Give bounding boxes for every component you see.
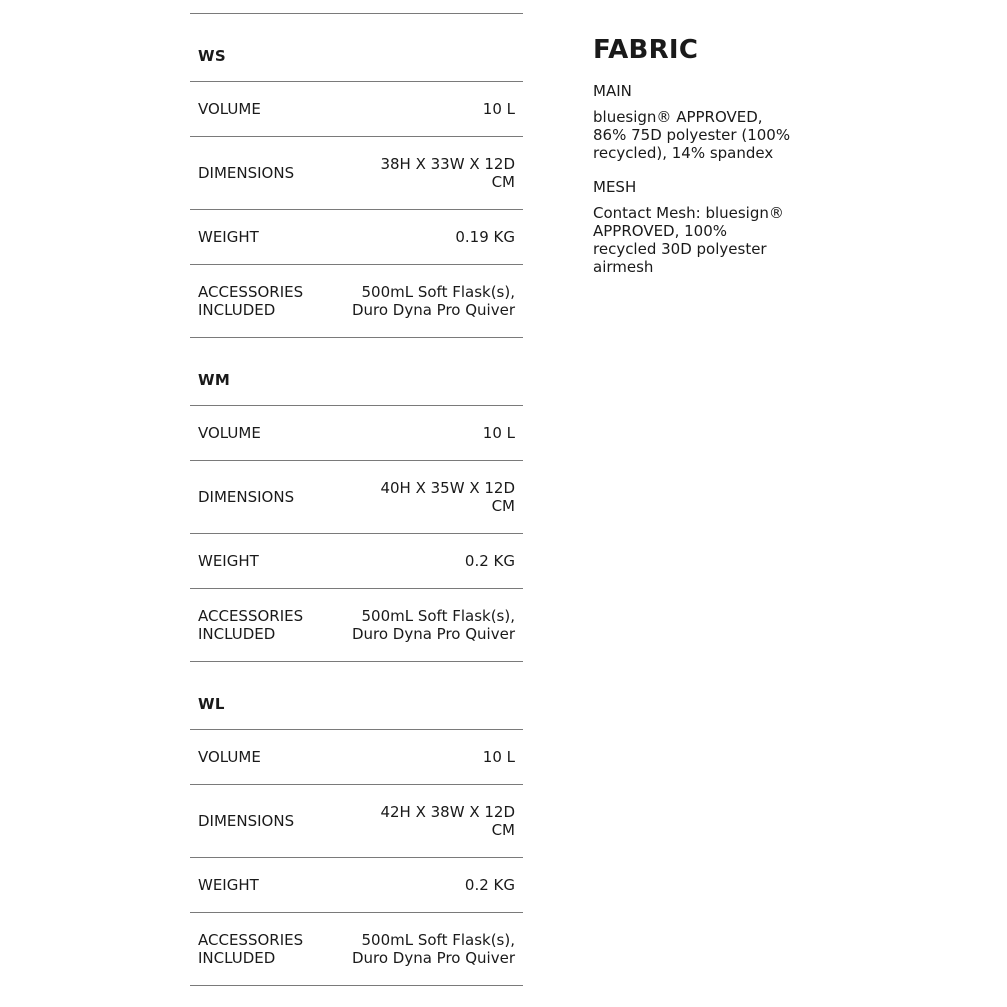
spec-label: DIMENSIONS	[198, 164, 295, 182]
spec-row-dimensions	[190, 137, 523, 210]
fabric-mesh-text: Contact Mesh: bluesign® APPROVED, 100% recycled 30D polyester airmesh	[593, 204, 784, 276]
spec-row-accessories	[190, 913, 523, 986]
size-block-wl	[190, 662, 523, 986]
fabric-main-label: MAIN	[593, 82, 632, 100]
spec-value: 42H X 38W X 12D CM	[380, 803, 515, 839]
spec-label: ACCESSORIES INCLUDED	[198, 283, 304, 319]
specs-table	[190, 13, 523, 986]
spec-label: ACCESSORIES INCLUDED	[198, 931, 304, 967]
size-block-ws	[190, 14, 523, 338]
spec-value: 500mL Soft Flask(s), Duro Dyna Pro Quiver	[351, 931, 515, 967]
spec-label: WEIGHT	[198, 228, 259, 246]
spec-row-volume	[190, 730, 523, 785]
spec-label: VOLUME	[198, 748, 261, 766]
spec-row-weight	[190, 858, 523, 913]
spec-value: 38H X 33W X 12D CM	[380, 155, 515, 191]
size-title: WL	[190, 662, 523, 730]
spec-value: 40H X 35W X 12D CM	[380, 479, 515, 515]
size-block-wm	[190, 338, 523, 662]
fabric-panel	[593, 34, 793, 292]
spec-label: WEIGHT	[198, 876, 259, 894]
size-title: WM	[190, 338, 523, 406]
spec-label: WEIGHT	[198, 552, 259, 570]
spec-value: 10 L	[482, 748, 515, 766]
spec-row-dimensions	[190, 785, 523, 858]
spec-value: 500mL Soft Flask(s), Duro Dyna Pro Quiver	[351, 283, 515, 319]
spec-row-accessories	[190, 589, 523, 662]
spec-value: 0.19 KG	[455, 228, 515, 246]
spec-label: DIMENSIONS	[198, 488, 295, 506]
spec-row-volume	[190, 406, 523, 461]
spec-value: 10 L	[482, 100, 515, 118]
fabric-title: FABRIC	[593, 35, 699, 65]
spec-value: 0.2 KG	[464, 876, 515, 894]
spec-row-dimensions	[190, 461, 523, 534]
spec-label: ACCESSORIES INCLUDED	[198, 607, 304, 643]
spec-row-accessories	[190, 265, 523, 338]
spec-row-weight	[190, 534, 523, 589]
spec-value: 10 L	[482, 424, 515, 442]
spec-label: VOLUME	[198, 424, 261, 442]
fabric-main-text: bluesign® APPROVED, 86% 75D polyester (100% recycled), 14% spandex	[593, 108, 791, 162]
spec-value: 500mL Soft Flask(s), Duro Dyna Pro Quiver	[351, 607, 515, 643]
fabric-mesh-label: MESH	[593, 178, 637, 196]
spec-label: DIMENSIONS	[198, 812, 295, 830]
spec-label: VOLUME	[198, 100, 261, 118]
spec-row-weight	[190, 210, 523, 265]
spec-value: 0.2 KG	[464, 552, 515, 570]
spec-row-volume	[190, 82, 523, 137]
size-title: WS	[190, 14, 523, 82]
